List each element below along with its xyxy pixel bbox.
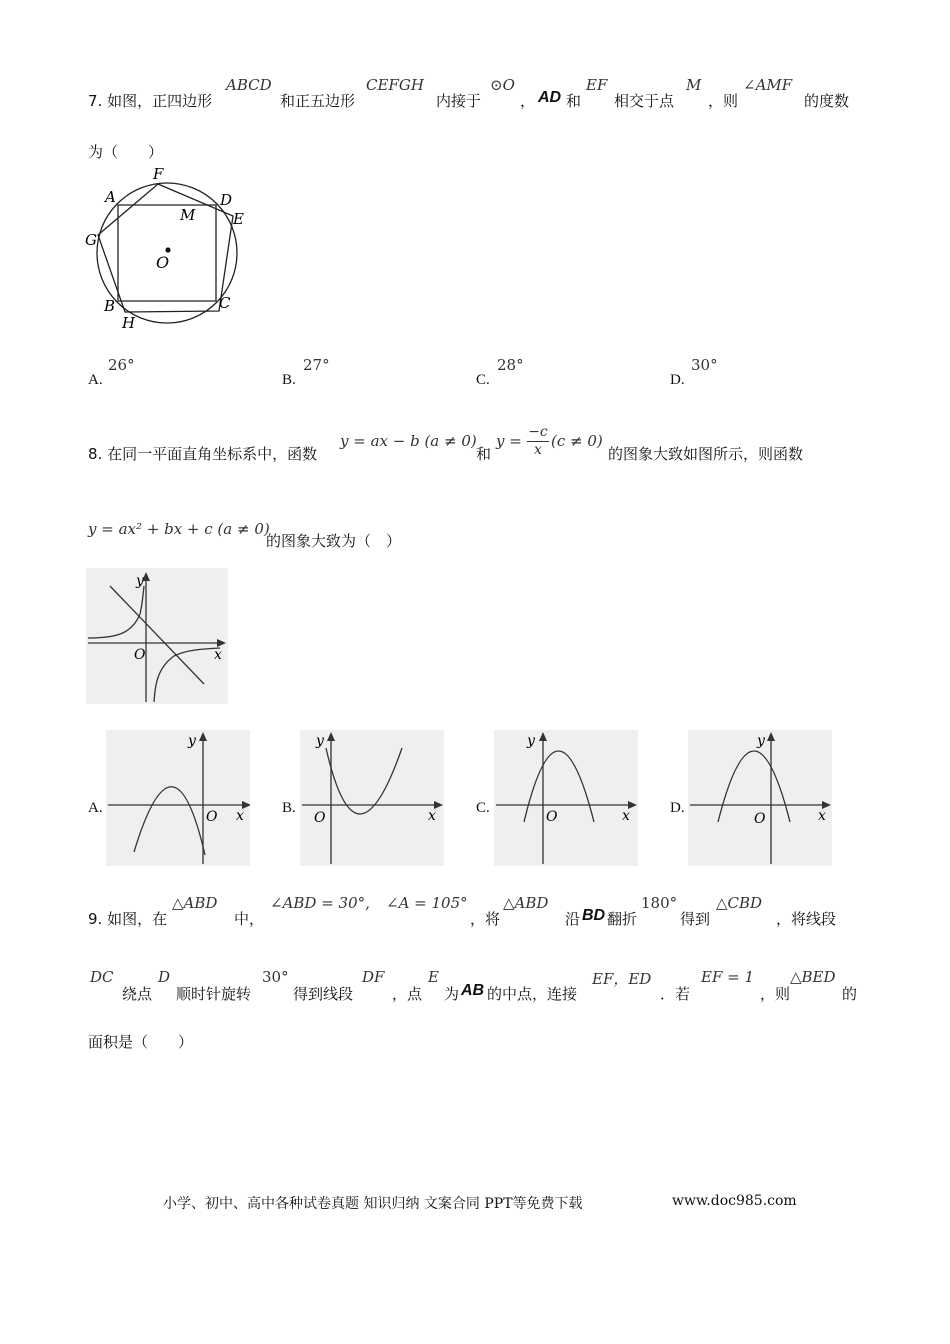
q9-is: 为 bbox=[444, 985, 460, 1003]
q9-tri4: △BED bbox=[790, 968, 836, 986]
q9-of: 的 bbox=[842, 985, 858, 1003]
q9-d: D bbox=[158, 968, 171, 986]
q8-option-a-graph bbox=[106, 730, 250, 866]
q9-angle2: ∠A = 105° bbox=[386, 894, 468, 912]
q8-given-figure bbox=[86, 568, 228, 704]
q7-figure bbox=[80, 160, 260, 335]
label-h: H bbox=[122, 314, 136, 332]
q7-option-d-letter: D. bbox=[670, 372, 685, 388]
figure-bg bbox=[688, 730, 832, 866]
y-label: y bbox=[757, 733, 765, 749]
q9-get2: 得到线段 bbox=[293, 985, 354, 1003]
x-label: x bbox=[818, 808, 826, 824]
q7-option-a-value: 26° bbox=[108, 356, 135, 374]
q7-pentagon-name: CEFGH bbox=[366, 76, 424, 94]
q9-midpoint: 的中点，连接 bbox=[487, 985, 578, 1003]
q9-bd: BD bbox=[582, 907, 606, 924]
q8-option-b-graph bbox=[300, 730, 444, 866]
q7-option-b-letter: B. bbox=[282, 372, 296, 388]
figure-bg bbox=[86, 568, 228, 704]
q9-then: ，则 bbox=[760, 985, 791, 1003]
label-g: G bbox=[85, 231, 97, 249]
y-label: y bbox=[188, 733, 196, 749]
q8-option-d-letter: D. bbox=[670, 800, 685, 816]
q9-ab: AB bbox=[461, 982, 485, 999]
q9-deg30: 30° bbox=[262, 968, 289, 986]
q8-tail2: 的图象大致为（ ） bbox=[266, 532, 402, 550]
q8-func3: y = ax² + bx + c (a ≠ 0) bbox=[88, 520, 270, 538]
q8-func2-fraction bbox=[527, 424, 549, 459]
q8-and: 和 bbox=[476, 445, 492, 463]
q9-angle1: ∠ABD = 30°, bbox=[270, 894, 370, 912]
x-label: x bbox=[236, 808, 244, 824]
q9-e: E bbox=[428, 968, 439, 986]
q7-option-c-value: 28° bbox=[497, 356, 524, 374]
label-b: B bbox=[104, 297, 116, 315]
origin-label: O bbox=[134, 647, 146, 663]
q7-inscribed: 内接于 bbox=[436, 92, 482, 110]
figure-bg bbox=[300, 730, 444, 866]
q9-get: 得到 bbox=[680, 910, 711, 928]
q7-ad: AD bbox=[538, 89, 562, 106]
origin-label: O bbox=[314, 810, 326, 826]
footer-url[interactable]: www.doc985.com bbox=[672, 1193, 797, 1209]
q7-m: M bbox=[686, 76, 702, 94]
x-label: x bbox=[214, 647, 222, 663]
label-e: E bbox=[233, 210, 244, 228]
q7-then: ，则 bbox=[708, 92, 739, 110]
q9-deg180: 180° bbox=[641, 894, 678, 912]
x-label: x bbox=[622, 808, 630, 824]
q7-circle: ⊙O bbox=[490, 76, 515, 94]
q8-func2-denominator: x bbox=[534, 442, 542, 458]
center-dot bbox=[165, 247, 170, 252]
q9-ef-ed: EF，ED bbox=[592, 970, 652, 988]
q8-func2-numerator: −c bbox=[528, 424, 548, 440]
label-a: A bbox=[105, 188, 116, 206]
q9-tri3: △CBD bbox=[716, 894, 763, 912]
origin-label: O bbox=[546, 809, 558, 825]
q7-intersect: 相交于点 bbox=[614, 92, 675, 110]
q7-option-d-value: 30° bbox=[691, 356, 718, 374]
q7-angle: ∠AMF bbox=[743, 76, 793, 94]
q8-intro: 8. 在同一平面直角坐标系中，函数 bbox=[88, 445, 318, 463]
figure-bg bbox=[106, 730, 250, 866]
q9-mid: 中， bbox=[234, 910, 265, 928]
q7-and: 和 bbox=[566, 92, 582, 110]
label-d: D bbox=[220, 191, 233, 209]
q7-degree-text: 的度数 bbox=[804, 92, 850, 110]
origin-label: O bbox=[206, 809, 218, 825]
q9-around: 绕点 bbox=[122, 985, 153, 1003]
q7-option-c-letter: C. bbox=[476, 372, 490, 388]
q7-ef: EF bbox=[586, 76, 608, 94]
q7-line2: 为（ ） bbox=[88, 143, 164, 161]
q8-option-c-graph bbox=[494, 730, 638, 866]
q9-comma: ，将 bbox=[470, 910, 501, 928]
origin-label: O bbox=[754, 811, 766, 827]
label-m: M bbox=[180, 206, 196, 224]
q7-comma: ， bbox=[520, 92, 536, 110]
q9-ef1: EF = 1 bbox=[701, 968, 755, 986]
q7-and-pentagon: 和正五边形 bbox=[280, 92, 356, 110]
q9-tri2: △ABD bbox=[503, 894, 549, 912]
q9-seg: ，将线段 bbox=[776, 910, 837, 928]
label-o: O bbox=[156, 253, 170, 272]
q8-option-d-graph bbox=[688, 730, 832, 866]
q9-line3: 面积是（ ） bbox=[88, 1033, 194, 1051]
q9-point: ，点 bbox=[392, 985, 423, 1003]
q8-option-b-letter: B. bbox=[282, 800, 296, 816]
q8-func2-cond: (c ≠ 0) bbox=[551, 432, 603, 450]
q9-along: 沿 bbox=[565, 910, 581, 928]
q8-option-c-letter: C. bbox=[476, 800, 490, 816]
q9-intro: 9. 如图，在 bbox=[88, 910, 168, 928]
q7-square-name: ABCD bbox=[226, 76, 272, 94]
x-label: x bbox=[428, 808, 436, 824]
q9-fold: 翻折 bbox=[607, 910, 638, 928]
q7-intro: 7. 如图，正四边形 bbox=[88, 92, 213, 110]
q8-func2-y: y = bbox=[496, 432, 522, 450]
figure-bg bbox=[494, 730, 638, 866]
q7-option-a-letter: A. bbox=[88, 372, 103, 388]
q8-func1: y = ax − b (a ≠ 0) bbox=[340, 432, 477, 450]
q9-clockwise: 顺时针旋转 bbox=[176, 985, 252, 1003]
label-f: F bbox=[153, 165, 164, 183]
q9-if: ．若 bbox=[660, 985, 691, 1003]
q9-df: DF bbox=[362, 968, 385, 986]
label-c: C bbox=[219, 294, 231, 312]
q7-option-b-value: 27° bbox=[303, 356, 330, 374]
y-label: y bbox=[527, 733, 535, 749]
q8-option-a-letter: A. bbox=[88, 800, 103, 816]
footer-text: 小学、初中、高中各种试卷真题 知识归纳 文案合同 PPT等免费下载 bbox=[163, 1196, 583, 1212]
y-label: y bbox=[316, 733, 324, 749]
q9-tri1: △ABD bbox=[172, 894, 218, 912]
q8-tail: 的图象大致如图所示，则函数 bbox=[608, 445, 804, 463]
y-label: y bbox=[136, 573, 144, 589]
q9-dc: DC bbox=[90, 968, 114, 986]
